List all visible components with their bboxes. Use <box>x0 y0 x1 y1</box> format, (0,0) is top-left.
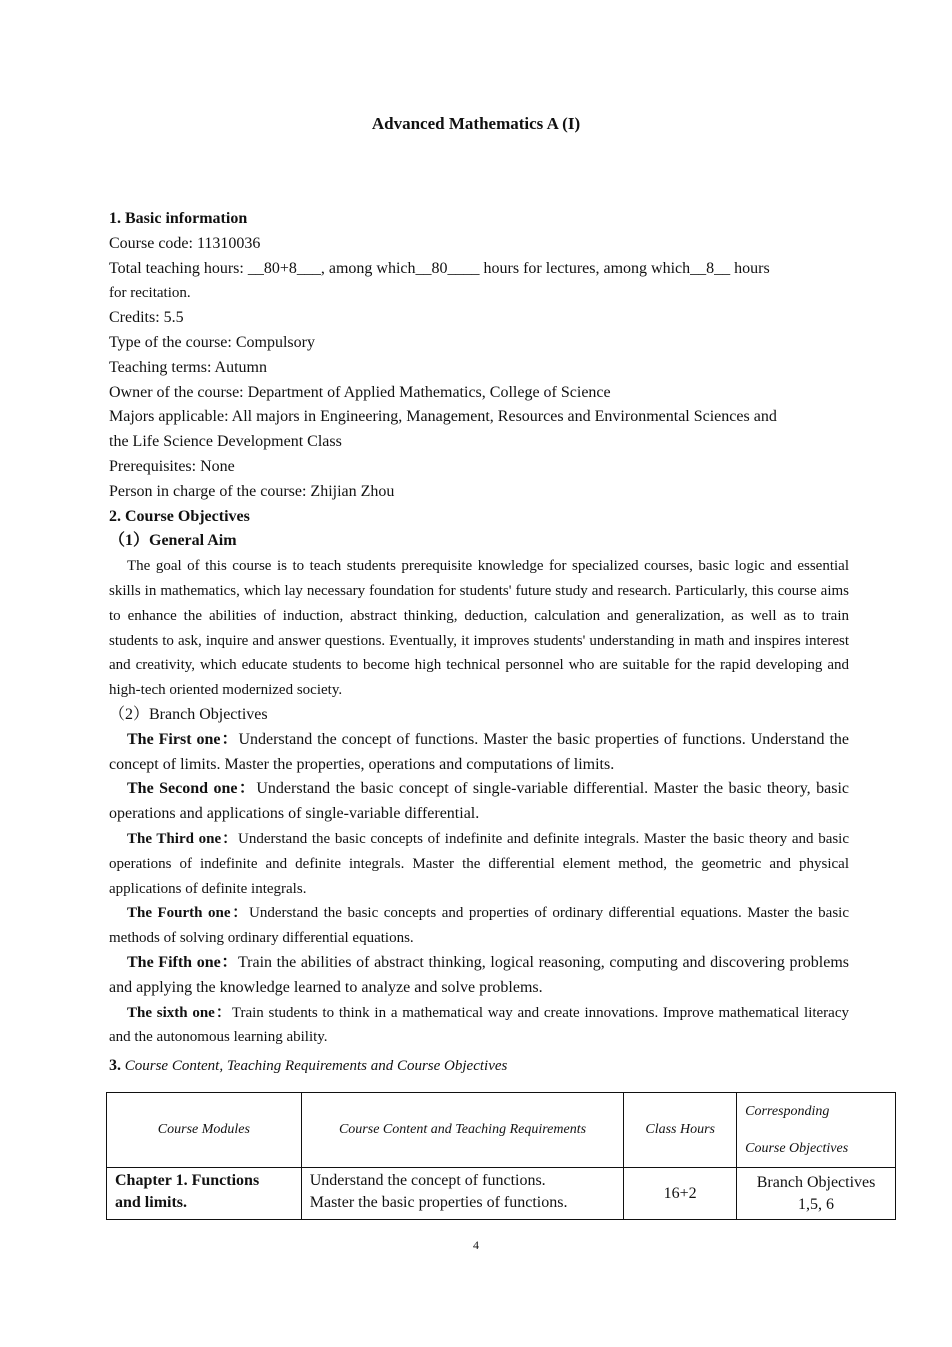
header-obj-line-2: Course Objectives <box>745 1141 849 1156</box>
page-number: 4 <box>473 1238 479 1252</box>
branch-objective-label: The sixth one： <box>127 1004 232 1021</box>
branch-objective-text: Understand the basic concepts and properties of ordinary differential equations. Master the basic methods of solving ordinary differential equations. <box>109 905 849 947</box>
branch-objective-label: The Third one： <box>127 830 239 847</box>
hours-mid-2: hours for lectures, among which <box>479 259 691 277</box>
section-title: Course Content, Teaching Requirements and Course Objectives <box>121 1058 508 1075</box>
branch-objective-label: The Fourth one： <box>127 905 249 922</box>
module-line-1: Chapter 1. Functions <box>115 1172 260 1189</box>
header-obj-line-1: Corresponding <box>745 1104 830 1119</box>
branch-objective-label: The First one： <box>127 730 239 748</box>
header-course-modules: Course Modules <box>107 1093 302 1168</box>
hours-mid-1: , among which <box>320 259 416 277</box>
general-aim-text: The goal of this course is to teach students prerequisite knowledge for specialized courses, basic logic and essential skills in mathematics, which lay necessary foundation for students' future study and research. Particularly, this course aims to enhance the abilities of induction, abstract thinking, deduction, calculation and generalization, as well as to train students to ask, inquire and answer questions. Eventually, it improves students' understanding in math and inspires interest and creativity, which educate students to become high technical personnel who are suitable for the rapid developing and high-tech oriented modernized society. <box>109 558 849 699</box>
cell-objectives <box>737 1168 896 1220</box>
branch-objective-label: The Fifth one： <box>127 953 238 971</box>
document-title: Advanced Mathematics A (I) <box>371 114 581 133</box>
content-line-2: Master the basic properties of functions. <box>309 1194 568 1211</box>
section-heading-objectives: 2. Course Objectives <box>109 507 250 525</box>
cell-hours: 16+2 <box>624 1168 737 1220</box>
branch-objective-4 <box>109 901 849 951</box>
course-code: Course code: 11310036 <box>109 234 261 252</box>
header-course-objectives <box>737 1093 896 1168</box>
branch-objective-5 <box>109 951 849 1001</box>
hours-recitation: __8__ <box>690 259 731 277</box>
general-aim-heading: （1）General Aim <box>109 532 237 550</box>
branch-objective-2 <box>109 777 849 827</box>
header-content-requirements: Course Content and Teaching Requirements <box>301 1093 624 1168</box>
branch-objective-text: Understand the basic concept of single-variable differential. Master the basic theory, basic operations and applications of single-variable differential. <box>109 780 849 823</box>
hours-lectures: __80____ <box>415 259 480 277</box>
majors-applicable-1: Majors applicable: All majors in Engineering, Management, Resources and Environmental Sciences and <box>109 408 777 426</box>
hours-total: __80+8___ <box>247 259 321 277</box>
content-line-1: Understand the concept of functions. <box>309 1172 546 1189</box>
teaching-terms: Teaching terms: Autumn <box>109 358 267 376</box>
branch-objectives-heading: （2）Branch Objectives <box>109 705 268 723</box>
branch-objective-text: Train the abilities of abstract thinking, logical reasoning, computing and discovering problems and applying the knowledge learned to analyze and solve problems. <box>109 953 849 996</box>
hours-prefix: Total teaching hours: <box>109 259 248 277</box>
objectives-line-2: 1,5, 6 <box>798 1195 835 1213</box>
course-content-table <box>106 1092 896 1220</box>
cell-content <box>301 1168 624 1220</box>
branch-objective-label: The Second one： <box>127 780 257 798</box>
section-heading-content <box>109 1054 849 1079</box>
table-header-row <box>107 1093 896 1168</box>
branch-objective-6 <box>109 1001 849 1051</box>
credits: Credits: 5.5 <box>109 309 184 327</box>
document-body <box>109 207 849 1079</box>
course-owner: Owner of the course: Department of Applied Mathematics, College of Science <box>109 383 611 401</box>
header-class-hours: Class Hours <box>624 1093 737 1168</box>
branch-objective-text: Understand the basic concepts of indefinite and definite integrals. Master the basic theory and basic operations of indefinite and definite integrals. Master the differential element method, the geometric and physical applications of definite integrals. <box>109 830 850 897</box>
branch-objective-3 <box>109 827 849 901</box>
branch-objective-1 <box>109 728 849 778</box>
branch-objective-text: Train students to think in a mathematical way and create innovations. Improve mathematical literacy and the autonomous learning ability. <box>109 1004 849 1046</box>
person-in-charge: Person in charge of the course: Zhijian Zhou <box>109 482 395 500</box>
teaching-hours-line <box>109 257 849 282</box>
branch-objective-text: Understand the concept of functions. Master the basic properties of functions. Understand the concept of limits. Master the properties, operations and computations of limits. <box>109 730 849 773</box>
module-line-2: and limits. <box>115 1194 188 1211</box>
prerequisites: Prerequisites: None <box>109 457 235 475</box>
teaching-hours-line-2: for recitation. <box>109 285 191 302</box>
section-heading-basic: 1. Basic information <box>109 210 248 227</box>
majors-applicable-2: the Life Science Development Class <box>109 433 342 451</box>
objectives-line-1: Branch Objectives <box>756 1173 876 1191</box>
cell-module <box>107 1168 302 1220</box>
hours-suffix: hours <box>730 259 770 277</box>
table-row <box>107 1168 896 1220</box>
course-type: Type of the course: Compulsory <box>109 333 315 351</box>
section-number: 3. <box>109 1057 121 1075</box>
